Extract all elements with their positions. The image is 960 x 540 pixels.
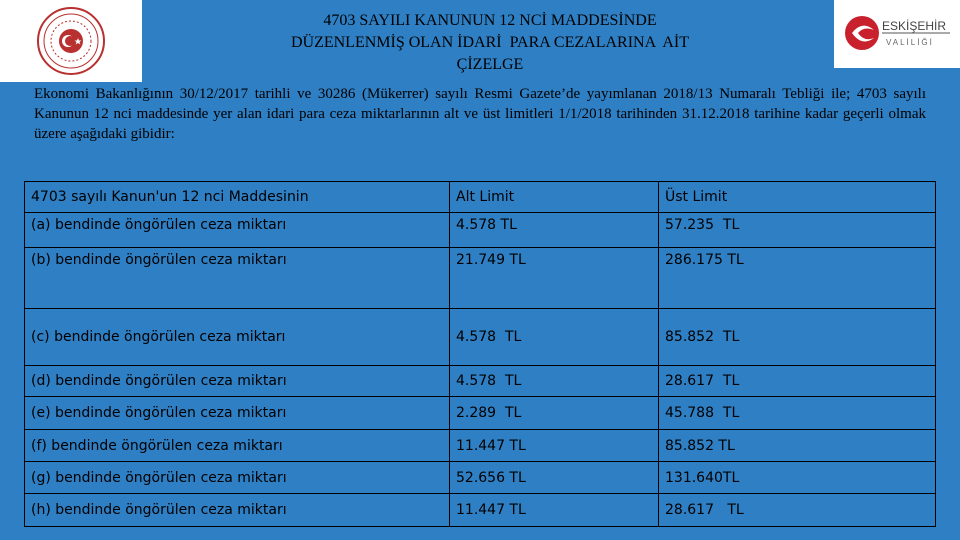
row-cell-upper-limit: 45.788 TL (659, 397, 936, 430)
row-cell-lower-limit: 11.447 TL (450, 494, 659, 527)
logo-right-panel (834, 0, 960, 68)
row-cell-upper-limit: 131.640TL (659, 462, 936, 494)
row-cell-clause: (g) bendinde öngörülen ceza miktarı (25, 462, 450, 494)
row-cell-upper-limit: 28.617 TL (659, 366, 936, 397)
logo-main-text: ESKİŞEHİR (882, 19, 947, 33)
ministry-seal-icon (0, 0, 142, 82)
row-cell-lower-limit: 4.578 TL (450, 309, 659, 366)
header-cell-article: 4703 sayılı Kanun'un 12 nci Maddesinin (25, 182, 450, 213)
row-cell-clause: (h) bendinde öngörülen ceza miktarı (25, 494, 450, 527)
table-row (25, 430, 936, 462)
row-cell-upper-limit: 28.617 TL (659, 494, 936, 527)
title-line-1: 4703 SAYILI KANUNUN 12 NCİ MADDESİNDE (323, 12, 657, 29)
header-cell-lower-limit: Alt Limit (450, 182, 659, 213)
row-cell-lower-limit: 21.749 TL (450, 248, 659, 309)
table-row (25, 213, 936, 248)
row-cell-upper-limit: 57.235 TL (659, 213, 936, 248)
row-cell-clause: (f) bendinde öngörülen ceza miktarı (25, 430, 450, 462)
row-cell-lower-limit: 4.578 TL (450, 366, 659, 397)
row-cell-lower-limit: 4.578 TL (450, 213, 659, 248)
logo-left-panel (0, 0, 142, 82)
header-cell-upper-limit: Üst Limit (659, 182, 936, 213)
row-cell-clause: (a) bendinde öngörülen ceza miktarı (25, 213, 450, 248)
intro-paragraph: Ekonomi Bakanlığının 30/12/2017 tarihli ve 30286 (Mükerrer) sayılı Resmi Gazete’de yayımlanan 2018/13 Numaralı Tebliği ile; 4703 sayılı Kanunun 12 nci maddesinde yer alan idari para ceza miktarlarının alt ve üst limitleri 1/1/2018 tarihinden 31.12.2018 tarihine kadar geçerli olmak üzere aşağıdaki gibidir: (34, 86, 926, 142)
table-header-row (25, 182, 936, 213)
table-row (25, 366, 936, 397)
row-cell-clause: (b) bendinde öngörülen ceza miktarı (25, 248, 450, 309)
page-title (150, 10, 830, 76)
table-row (25, 248, 936, 309)
title-line-2: DÜZENLENMİŞ OLAN İDARİ PARA CEZALARINA AİT (290, 34, 690, 51)
table-row (25, 397, 936, 430)
row-cell-lower-limit: 52.656 TL (450, 462, 659, 494)
penalty-limits-table (24, 181, 936, 527)
row-cell-clause: (e) bendinde öngörülen ceza miktarı (25, 397, 450, 430)
table-row (25, 309, 936, 366)
row-cell-upper-limit: 85.852 TL (659, 309, 936, 366)
row-cell-upper-limit: 286.175 TL (659, 248, 936, 309)
row-cell-upper-limit: 85.852 TL (659, 430, 936, 462)
table-row (25, 494, 936, 527)
row-cell-lower-limit: 2.289 TL (450, 397, 659, 430)
title-line-3: ÇİZELGE (456, 56, 524, 73)
row-cell-lower-limit: 11.447 TL (450, 430, 659, 462)
row-cell-clause: (d) bendinde öngörülen ceza miktarı (25, 366, 450, 397)
table-row (25, 462, 936, 494)
eskisehir-valiligi-logo-icon (834, 0, 960, 68)
row-cell-clause: (c) bendinde öngörülen ceza miktarı (25, 309, 450, 366)
logo-sub-text: VALİLİĞİ (886, 38, 934, 47)
